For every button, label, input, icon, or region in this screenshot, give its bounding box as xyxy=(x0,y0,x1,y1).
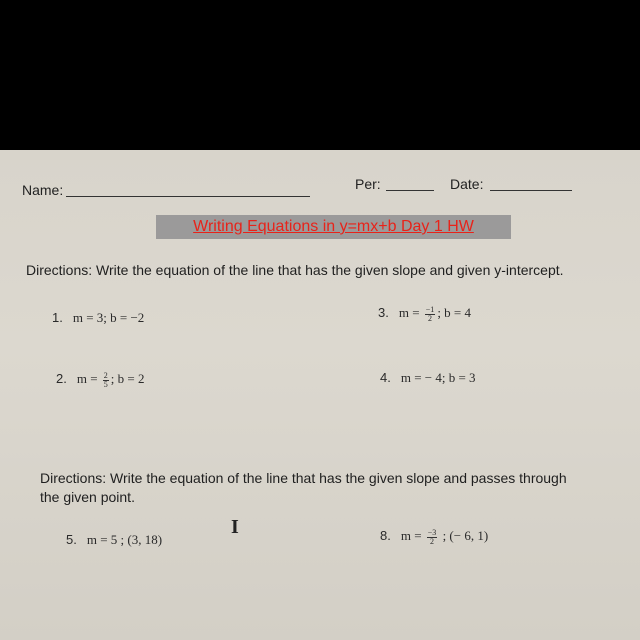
name-label: Name: xyxy=(22,182,64,198)
problem-text: m = 3; b = −2 xyxy=(72,310,145,325)
worksheet-title: Writing Equations in y=mx+b Day 1 HW xyxy=(156,215,511,239)
problem-text: m = xyxy=(76,371,101,386)
problem-4 xyxy=(380,370,476,386)
fraction-numerator: 2 xyxy=(103,370,108,380)
problem-8 xyxy=(380,528,488,546)
name-blank xyxy=(66,196,310,197)
problem-text: m = xyxy=(398,305,423,320)
problem-text-rest: ; b = 2 xyxy=(110,371,145,386)
fraction xyxy=(425,306,436,323)
problem-text: m = xyxy=(400,528,425,543)
fraction-denominator: 2 xyxy=(430,536,435,546)
problem-3 xyxy=(378,305,471,323)
problem-text-rest: ; b = 4 xyxy=(437,305,472,320)
section1-directions: Directions: Write the equation of the line that has the given slope and given y-intercept. xyxy=(26,262,564,278)
problem-1 xyxy=(52,310,144,326)
problem-text-rest: ; (− 6, 1) xyxy=(439,528,489,543)
problem-number: 8. xyxy=(380,528,391,543)
section2-directions xyxy=(40,469,630,507)
problem-5 xyxy=(66,532,162,548)
problem-number: 5. xyxy=(66,532,77,547)
problem-text: m = 5 ; (3, 18) xyxy=(86,532,163,547)
fraction-denominator: 2 xyxy=(428,313,433,323)
fraction xyxy=(103,372,109,389)
date-blank xyxy=(490,190,572,191)
problem-2 xyxy=(56,371,145,389)
problem-number: 3. xyxy=(378,305,389,320)
problem-number: 1. xyxy=(52,310,63,325)
section2-directions-line2: the given point. xyxy=(40,489,135,505)
text-cursor-icon: I xyxy=(231,516,239,538)
worksheet-paper xyxy=(0,150,640,640)
fraction-denominator: 5 xyxy=(103,379,108,389)
problem-text: m = − 4; b = 3 xyxy=(400,370,476,385)
fraction-numerator: −1 xyxy=(425,304,435,314)
per-label: Per: xyxy=(355,176,381,192)
problem-number: 4. xyxy=(380,370,391,385)
date-label: Date: xyxy=(450,176,484,192)
section2-directions-line1: Directions: Write the equation of the line that has the given slope and passes through xyxy=(40,470,567,486)
fraction xyxy=(427,529,438,546)
problem-number: 2. xyxy=(56,371,67,386)
per-blank xyxy=(386,190,434,191)
fraction-numerator: −3 xyxy=(427,527,437,537)
